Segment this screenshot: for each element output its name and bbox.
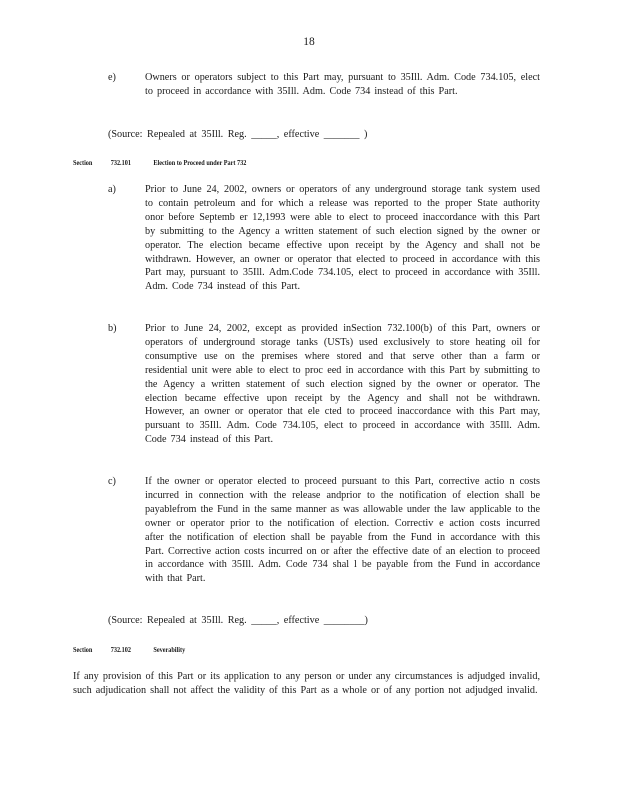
section-label: Section <box>73 158 93 167</box>
severability-paragraph: If any provision of this Part or its application to any person or under any circumstances is adjudged invalid, such adjudication shall not affect the validity of this Part as a whole or of any portion not adjudged invalid. <box>73 671 540 696</box>
section-number: 732.102 <box>110 645 131 654</box>
source-note: (Source: Repealed at 35Ill. Reg. _____, effective ________) <box>108 615 368 626</box>
list-marker: c) <box>108 476 116 487</box>
list-item-e <box>108 71 540 99</box>
section-number: 732.101 <box>110 158 131 167</box>
list-item-text: Prior to June 24, 2002, except as provided inSection 732.100(b) of this Part, owners or operators of underground storage tanks (USTs) used exclusively to store heating oil for consumptive use on the premises where stored and that serve other than a farm or residential unit were able to elect to proc eed in accordance with this Part by submitting to the Agency a written statement of such election signed by the owner or operator. The election became effective upon receipt by the Agency and shall not be withdrawn. However, an owner or operator that ele cted to proceed inaccordance with this Part may, pursuant to 35Ill. Adm. Code 734.105, elect to proceed in accordance with 35Ill. Adm. Code 734 instead of this Part. <box>145 323 540 446</box>
section-title: Election to Proceed under Part 732 <box>153 158 247 167</box>
list-item-text: Owners or operators subject to this Part may, pursuant to 35Ill. Adm. Code 734.105, elect to proceed in accordance with 35Ill. Adm. Code 734 instead of this Part. <box>145 72 540 97</box>
list-item-text: Prior to June 24, 2002, owners or operators of any underground storage tank system used to contain petroleum and for which a release was reported to the proper State authority onor before Septemb er 12,1993 were able to elect to proceed inaccordance with this Part by submitting to the Agency a written statement of such election signed by the owner or operator. The election became effective upon receipt by the Agency and shall not be withdrawn. However, an owner or operator that elected to proceed in accordance with this Part may, pursuant to 35Ill. Adm.Code 734.105, elect to proceed in accordance with 35Ill. Adm. Code 734 instead of this Part. <box>145 184 540 293</box>
list-item-c <box>108 475 540 586</box>
section-title: Severability <box>153 645 186 654</box>
source-note: (Source: Repealed at 35Ill. Reg. _____, effective _______ ) <box>108 129 368 140</box>
list-item-b <box>108 322 540 447</box>
page-number: 18 <box>303 36 315 48</box>
section-label: Section <box>73 645 93 654</box>
list-item-a <box>108 183 540 294</box>
list-marker: e) <box>108 72 116 83</box>
list-marker: a) <box>108 184 116 195</box>
list-marker: b) <box>108 323 117 334</box>
section-heading-732-101 <box>73 158 246 167</box>
section-heading-732-102 <box>73 645 185 654</box>
list-item-text: If the owner or operator elected to proceed pursuant to this Part, corrective actio n costs incurred in connection with the release andprior to the notification of election shall be payablefrom the Fund in the same manner as was allowable under the law applicable to the owner or operator prior to the notification of election. Correctiv e action costs incurred after the notification of election shall be payable from the Fund in accordance with this Part. Corrective action costs incurred on or after the effective date of an election to proceed in accordance with 35Ill. Adm. Code 734 shal l be payable from the Fund in accordance with that Part. <box>145 476 540 585</box>
